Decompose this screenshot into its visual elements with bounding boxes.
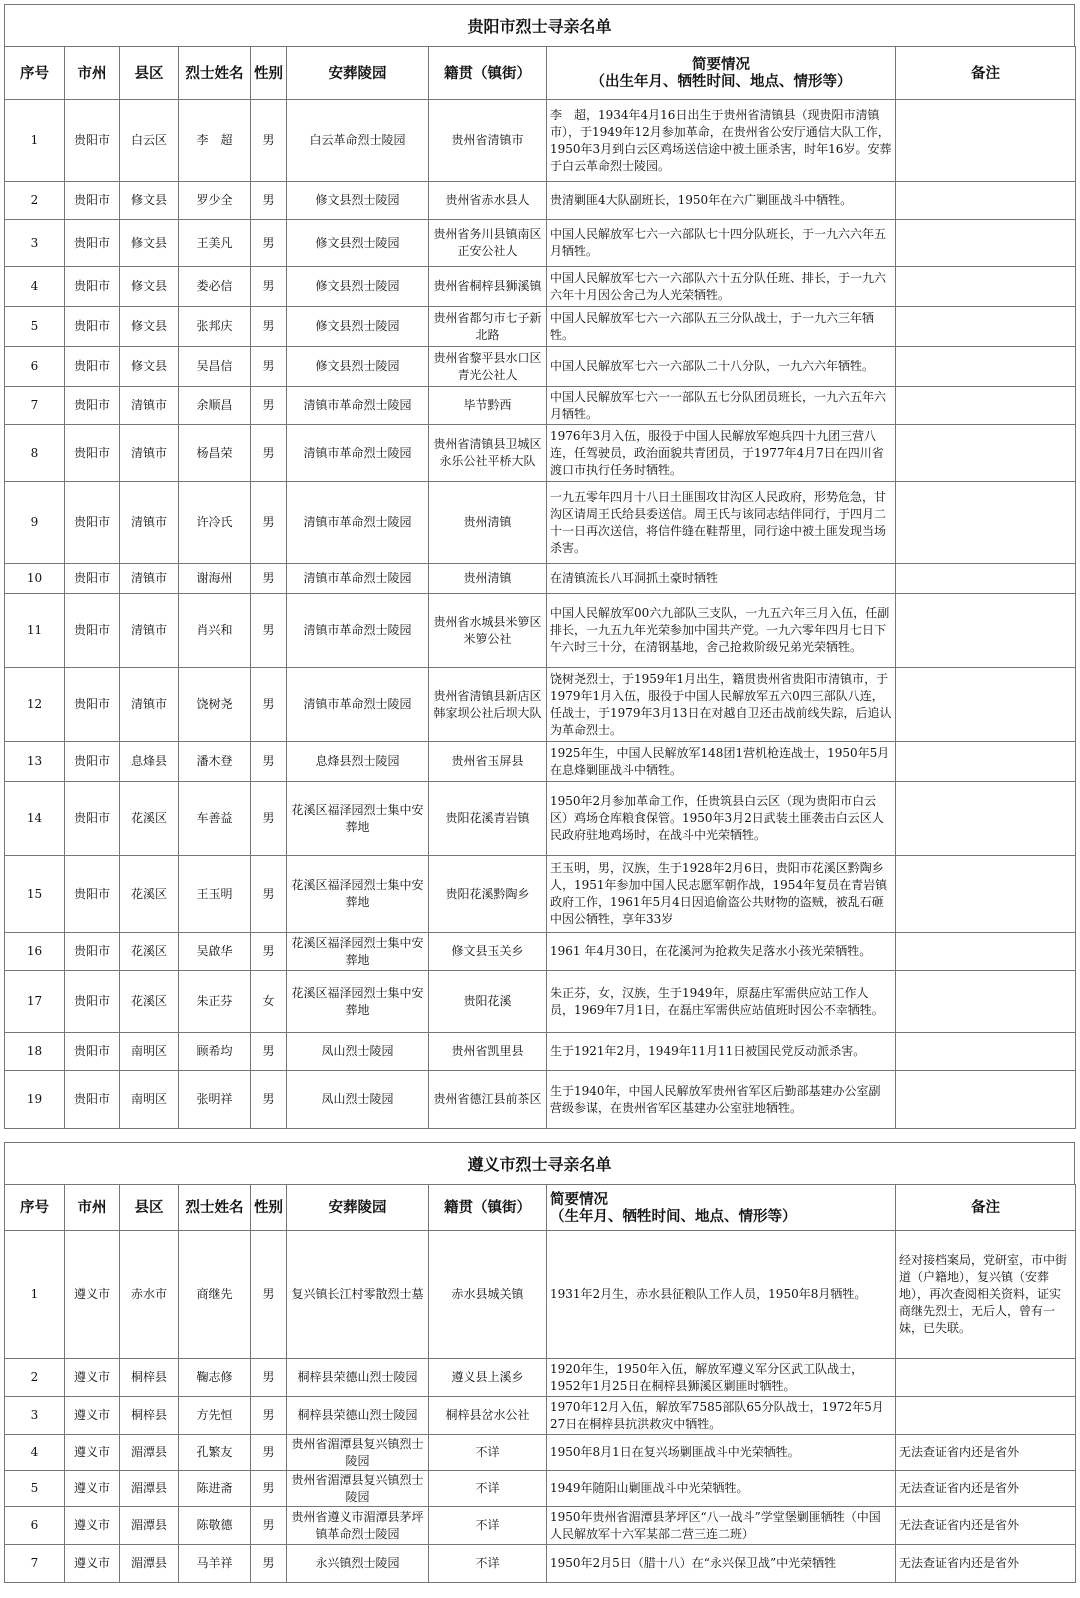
origin-cell: 贵州省清镇县新店区韩家坝公社后坝大队 — [429, 668, 547, 742]
name-cell: 许冷氏 — [179, 482, 251, 564]
county-cell: 修文县 — [120, 220, 179, 267]
origin-cell: 贵州省黎平县水口区青光公社人 — [429, 347, 547, 387]
cemetery-cell: 花溪区福泽园烈士集中安葬地 — [287, 933, 429, 971]
city-cell: 遵义市 — [65, 1471, 120, 1507]
city-cell: 贵阳市 — [65, 347, 120, 387]
cemetery-cell: 修文县烈士陵园 — [287, 347, 429, 387]
seq-cell: 3 — [5, 1397, 65, 1435]
remark-cell — [896, 182, 1076, 220]
county-cell: 清镇市 — [120, 482, 179, 564]
city-cell: 遵义市 — [65, 1435, 120, 1471]
gender-cell: 男 — [251, 782, 287, 856]
county-cell: 修文县 — [120, 347, 179, 387]
name-cell: 陈敬德 — [179, 1507, 251, 1545]
name-cell: 王美凡 — [179, 220, 251, 267]
table-row — [5, 1545, 1076, 1583]
remark-cell — [896, 1359, 1076, 1397]
county-cell: 修文县 — [120, 307, 179, 347]
city-cell: 贵阳市 — [65, 933, 120, 971]
county-cell: 息烽县 — [120, 742, 179, 782]
remark-cell — [896, 1071, 1076, 1129]
summary-cell: 中国人民解放军00六九部队三支队，一九五六年三月入伍，任副排长，一九五九年光荣参加中国共产党。一九六零年四月七日下午六时三十分，在清钢基地，舍己抢救阶级兄弟光荣牺牲。 — [547, 594, 896, 668]
origin-cell: 贵阳花溪青岩镇 — [429, 782, 547, 856]
table-row — [5, 1231, 1076, 1359]
table-row — [5, 564, 1076, 594]
table-row — [5, 307, 1076, 347]
summary-cell: 中国人民解放军七六一六部队六十五分队任班、排长，于一九六六年十月因公舍己为人光荣牺牲。 — [547, 267, 896, 307]
gender-cell: 男 — [251, 933, 287, 971]
cemetery-cell: 修文县烈士陵园 — [287, 267, 429, 307]
seq-cell: 5 — [5, 307, 65, 347]
zunyi-table — [4, 1184, 1076, 1583]
gender-cell: 男 — [251, 425, 287, 482]
cemetery-cell: 贵州省遵义市湄潭县茅坪镇革命烈士陵园 — [287, 1507, 429, 1545]
city-cell: 贵阳市 — [65, 220, 120, 267]
gender-cell: 男 — [251, 742, 287, 782]
column-header-cemetery: 安葬陵园 — [287, 47, 429, 100]
name-cell: 车善益 — [179, 782, 251, 856]
seq-cell: 3 — [5, 220, 65, 267]
county-cell: 湄潭县 — [120, 1545, 179, 1583]
seq-cell: 17 — [5, 971, 65, 1033]
column-header-cemetery: 安葬陵园 — [287, 1185, 429, 1231]
origin-cell: 贵阳花溪黔陶乡 — [429, 856, 547, 933]
gender-cell: 男 — [251, 1359, 287, 1397]
city-cell: 贵阳市 — [65, 971, 120, 1033]
table-row — [5, 347, 1076, 387]
column-header-gender: 性别 — [251, 47, 287, 100]
city-cell: 贵阳市 — [65, 425, 120, 482]
remark-cell — [896, 482, 1076, 564]
seq-cell: 19 — [5, 1071, 65, 1129]
header-row — [5, 1185, 1076, 1231]
origin-cell: 不详 — [429, 1545, 547, 1583]
summary-cell: 饶树尧烈士，于1959年1月出生，籍贯贵州省贵阳市清镇市，于1979年1月入伍，服役于中国人民解放军五六0四三部队八连，任战士，于1979年3月13日在对越自卫还击战前线失踪，后追认为革命烈士。 — [547, 668, 896, 742]
city-cell: 贵阳市 — [65, 182, 120, 220]
summary-cell: 1970年12月入伍，解放军7585部队65分队战士，1972年5月27日在桐梓县抗洪救灾中牺牲。 — [547, 1397, 896, 1435]
column-header-seq: 序号 — [5, 1185, 65, 1231]
table-row — [5, 1435, 1076, 1471]
gender-cell: 男 — [251, 347, 287, 387]
summary-cell: 贵清剿匪4大队副班长，1950年在六广剿匪战斗中牺牲。 — [547, 182, 896, 220]
cemetery-cell: 凤山烈士陵园 — [287, 1071, 429, 1129]
cemetery-cell: 清镇市革命烈士陵园 — [287, 425, 429, 482]
origin-cell: 贵州省桐梓县狮溪镇 — [429, 267, 547, 307]
origin-cell: 不详 — [429, 1471, 547, 1507]
seq-cell: 16 — [5, 933, 65, 971]
seq-cell: 7 — [5, 1545, 65, 1583]
zunyi-section — [4, 1142, 1075, 1583]
column-header-remark: 备注 — [896, 1185, 1076, 1231]
cemetery-cell: 修文县烈士陵园 — [287, 182, 429, 220]
cemetery-cell: 修文县烈士陵园 — [287, 220, 429, 267]
name-cell: 马羊祥 — [179, 1545, 251, 1583]
city-cell: 贵阳市 — [65, 387, 120, 425]
name-cell: 王玉明 — [179, 856, 251, 933]
cemetery-cell: 花溪区福泽园烈士集中安葬地 — [287, 856, 429, 933]
gender-cell: 男 — [251, 1545, 287, 1583]
remark-cell — [896, 856, 1076, 933]
table-row — [5, 1071, 1076, 1129]
seq-cell: 2 — [5, 182, 65, 220]
origin-cell: 贵州省水城县米箩区米箩公社 — [429, 594, 547, 668]
origin-cell: 贵州清镇 — [429, 564, 547, 594]
table-row — [5, 594, 1076, 668]
summary-cell: 1925年生，中国人民解放军148团1营机枪连战士，1950年5月在息烽剿匪战斗中牺牲。 — [547, 742, 896, 782]
cemetery-cell: 贵州省湄潭县复兴镇烈士陵园 — [287, 1435, 429, 1471]
summary-cell: 生于1921年2月，1949年11月11日被国民党反动派杀害。 — [547, 1033, 896, 1071]
county-cell: 花溪区 — [120, 782, 179, 856]
column-header-county: 县区 — [120, 47, 179, 100]
table-row — [5, 782, 1076, 856]
summary-header-line2: （生年月、牺牲时间、地点、情形等） — [550, 1207, 797, 1225]
name-cell: 顾希均 — [179, 1033, 251, 1071]
county-cell: 修文县 — [120, 182, 179, 220]
summary-cell: 中国人民解放军七六一六部队五三分队战士，于一九六三年牺牲。 — [547, 307, 896, 347]
name-cell: 杨昌荣 — [179, 425, 251, 482]
city-cell: 遵义市 — [65, 1397, 120, 1435]
table-row — [5, 425, 1076, 482]
summary-cell: 1950年2月参加革命工作，任贵筑县白云区（现为贵阳市白云区）鸡场仓库粮食保管。1950年3月2日武装土匪袭击白云区人民政府驻地鸡场时，在战斗中光荣牺牲。 — [547, 782, 896, 856]
county-cell: 桐梓县 — [120, 1359, 179, 1397]
summary-header-line1: 简要情况 — [692, 56, 750, 73]
seq-cell: 14 — [5, 782, 65, 856]
table-title: 遵义市烈士寻亲名单 — [4, 1142, 1075, 1184]
city-cell: 贵阳市 — [65, 1071, 120, 1129]
table-row — [5, 1033, 1076, 1071]
county-cell: 南明区 — [120, 1033, 179, 1071]
county-cell: 赤水市 — [120, 1231, 179, 1359]
column-header-name: 烈士姓名 — [179, 47, 251, 100]
county-cell: 清镇市 — [120, 387, 179, 425]
gender-cell: 男 — [251, 100, 287, 182]
gender-cell: 男 — [251, 307, 287, 347]
name-cell: 张邦庆 — [179, 307, 251, 347]
column-header-county: 县区 — [120, 1185, 179, 1231]
remark-cell — [896, 933, 1076, 971]
county-cell: 南明区 — [120, 1071, 179, 1129]
origin-cell: 贵州省德江县前茶区 — [429, 1071, 547, 1129]
summary-cell: 朱正芬，女，汉族，生于1949年，原磊庄军需供应站工作人员，1969年7月1日，在磊庄军需供应站值班时因公不幸牺牲。 — [547, 971, 896, 1033]
seq-cell: 10 — [5, 564, 65, 594]
table-row — [5, 100, 1076, 182]
seq-cell: 13 — [5, 742, 65, 782]
gender-cell: 男 — [251, 594, 287, 668]
remark-cell: 无法查证省内还是省外 — [896, 1507, 1076, 1545]
gender-cell: 男 — [251, 1033, 287, 1071]
seq-cell: 6 — [5, 347, 65, 387]
remark-cell — [896, 100, 1076, 182]
column-header-city: 市州 — [65, 47, 120, 100]
city-cell: 贵阳市 — [65, 1033, 120, 1071]
column-header-city: 市州 — [65, 1185, 120, 1231]
origin-cell: 贵州省玉屏县 — [429, 742, 547, 782]
origin-cell: 贵州清镇 — [429, 482, 547, 564]
summary-cell: 李 超，1934年4月16日出生于贵州省清镇县（现贵阳市清镇市），于1949年12月参加革命，在贵州省公安厅通信大队工作，1950年3月到白云区鸡场送信途中被土匪杀害，时年16岁。安葬于白云革命烈士陵园。 — [547, 100, 896, 182]
summary-cell: 1950年贵州省湄潭县茅坪区“八一战斗”学堂堡剿匪牺牲（中国人民解放军十六军某部二营三连二班） — [547, 1507, 896, 1545]
gender-cell: 男 — [251, 482, 287, 564]
name-cell: 鞠志修 — [179, 1359, 251, 1397]
remark-cell — [896, 425, 1076, 482]
origin-cell: 贵州省赤水县人 — [429, 182, 547, 220]
table-row — [5, 668, 1076, 742]
gender-cell: 女 — [251, 971, 287, 1033]
seq-cell: 12 — [5, 668, 65, 742]
gender-cell: 男 — [251, 267, 287, 307]
city-cell: 贵阳市 — [65, 782, 120, 856]
table-row — [5, 933, 1076, 971]
summary-cell: 中国人民解放军七六一一部队五七分队团员班长，一九六五年六月牺牲。 — [547, 387, 896, 425]
city-cell: 贵阳市 — [65, 564, 120, 594]
guiyang-section — [4, 4, 1075, 1129]
name-cell: 吴昌信 — [179, 347, 251, 387]
column-header-name: 烈士姓名 — [179, 1185, 251, 1231]
gender-cell: 男 — [251, 856, 287, 933]
remark-cell — [896, 782, 1076, 856]
city-cell: 贵阳市 — [65, 267, 120, 307]
name-cell: 吴啟华 — [179, 933, 251, 971]
summary-cell: 1950年2月5日（腊十八）在“永兴保卫战”中光荣牺牲 — [547, 1545, 896, 1583]
table-row — [5, 856, 1076, 933]
seq-cell: 8 — [5, 425, 65, 482]
table-row — [5, 971, 1076, 1033]
name-cell: 娄必信 — [179, 267, 251, 307]
cemetery-cell: 花溪区福泽园烈士集中安葬地 — [287, 782, 429, 856]
origin-cell: 贵州省凯里县 — [429, 1033, 547, 1071]
city-cell: 遵义市 — [65, 1231, 120, 1359]
county-cell: 花溪区 — [120, 933, 179, 971]
remark-cell — [896, 1033, 1076, 1071]
origin-cell: 赤水县城关镇 — [429, 1231, 547, 1359]
gender-cell: 男 — [251, 1397, 287, 1435]
summary-cell: 生于1940年，中国人民解放军贵州省军区后勤部基建办公室副营级参谋，在贵州省军区基建办公室驻地牺牲。 — [547, 1071, 896, 1129]
county-cell: 清镇市 — [120, 564, 179, 594]
cemetery-cell: 复兴镇长江村零散烈士墓 — [287, 1231, 429, 1359]
name-cell: 朱正芬 — [179, 971, 251, 1033]
seq-cell: 15 — [5, 856, 65, 933]
county-cell: 花溪区 — [120, 971, 179, 1033]
column-header-gender: 性别 — [251, 1185, 287, 1231]
city-cell: 贵阳市 — [65, 856, 120, 933]
city-cell: 遵义市 — [65, 1507, 120, 1545]
county-cell: 清镇市 — [120, 425, 179, 482]
remark-cell: 无法查证省内还是省外 — [896, 1471, 1076, 1507]
origin-cell: 贵州省务川县镇南区正安公社人 — [429, 220, 547, 267]
seq-cell: 4 — [5, 1435, 65, 1471]
cemetery-cell: 清镇市革命烈士陵园 — [287, 482, 429, 564]
origin-cell: 修文县玉关乡 — [429, 933, 547, 971]
remark-cell — [896, 387, 1076, 425]
county-cell: 白云区 — [120, 100, 179, 182]
cemetery-cell: 永兴镇烈士陵园 — [287, 1545, 429, 1583]
name-cell: 方先恒 — [179, 1397, 251, 1435]
summary-cell: 1950年8月1日在复兴场剿匪战斗中光荣牺牲。 — [547, 1435, 896, 1471]
summary-cell: 1920年生，1950年入伍，解放军遵义军分区武工队战士，1952年1月25日在桐梓县狮溪区剿匪时牺牲。 — [547, 1359, 896, 1397]
table-row — [5, 1359, 1076, 1397]
seq-cell: 1 — [5, 1231, 65, 1359]
name-cell: 饶树尧 — [179, 668, 251, 742]
remark-cell — [896, 971, 1076, 1033]
origin-cell: 毕节黔西 — [429, 387, 547, 425]
summary-cell: 1949年随阳山剿匪战斗中光荣牺牲。 — [547, 1471, 896, 1507]
summary-header-line1: 简要情况 — [550, 1190, 608, 1208]
origin-cell: 贵州省都匀市七子新北路 — [429, 307, 547, 347]
seq-cell: 18 — [5, 1033, 65, 1071]
county-cell: 湄潭县 — [120, 1471, 179, 1507]
summary-cell: 在清镇流长八耳洞抓土豪时牺牲 — [547, 564, 896, 594]
gender-cell: 男 — [251, 387, 287, 425]
summary-cell: 1931年2月生，赤水县征粮队工作人员，1950年8月牺牲。 — [547, 1231, 896, 1359]
column-header-origin: 籍贯（镇街） — [429, 47, 547, 100]
remark-cell — [896, 347, 1076, 387]
table-title: 贵阳市烈士寻亲名单 — [4, 4, 1075, 46]
table-row — [5, 1397, 1076, 1435]
name-cell: 罗少全 — [179, 182, 251, 220]
table-row — [5, 1471, 1076, 1507]
seq-cell: 9 — [5, 482, 65, 564]
seq-cell: 2 — [5, 1359, 65, 1397]
table-row — [5, 742, 1076, 782]
summary-cell: 王玉明，男，汉族，生于1928年2月6日，贵阳市花溪区黔陶乡人，1951年参加中国人民志愿军朝作战，1954年复员在青岩镇政府工作，1961年5月4日因追偷盗公共财物的盗贼，被乱石砸中因公牺牲，享年33岁 — [547, 856, 896, 933]
origin-cell: 贵阳花溪 — [429, 971, 547, 1033]
origin-cell: 贵州省清镇县卫城区永乐公社平桥大队 — [429, 425, 547, 482]
cemetery-cell: 修文县烈士陵园 — [287, 307, 429, 347]
guiyang-table — [4, 46, 1076, 1129]
county-cell: 湄潭县 — [120, 1435, 179, 1471]
gender-cell: 男 — [251, 668, 287, 742]
summary-cell: 中国人民解放军七六一六部队七十四分队班长，于一九六六年五月牺牲。 — [547, 220, 896, 267]
city-cell: 贵阳市 — [65, 307, 120, 347]
origin-cell: 桐梓县岔水公社 — [429, 1397, 547, 1435]
origin-cell: 不详 — [429, 1507, 547, 1545]
origin-cell: 遵义县上溪乡 — [429, 1359, 547, 1397]
gender-cell: 男 — [251, 1231, 287, 1359]
remark-cell — [896, 742, 1076, 782]
column-header-seq: 序号 — [5, 47, 65, 100]
remark-cell — [896, 564, 1076, 594]
summary-cell: 1961 年4月30日，在花溪河为抢救失足落水小孩光荣牺牲。 — [547, 933, 896, 971]
remark-cell — [896, 668, 1076, 742]
column-header-summary — [547, 47, 896, 100]
name-cell: 李 超 — [179, 100, 251, 182]
gender-cell: 男 — [251, 1435, 287, 1471]
county-cell: 清镇市 — [120, 668, 179, 742]
remark-cell: 无法查证省内还是省外 — [896, 1435, 1076, 1471]
city-cell: 贵阳市 — [65, 100, 120, 182]
cemetery-cell: 花溪区福泽园烈士集中安葬地 — [287, 971, 429, 1033]
cemetery-cell: 桐梓县荣德山烈士陵园 — [287, 1359, 429, 1397]
table-row — [5, 182, 1076, 220]
name-cell: 张明祥 — [179, 1071, 251, 1129]
name-cell: 潘木登 — [179, 742, 251, 782]
name-cell: 陈进斋 — [179, 1471, 251, 1507]
seq-cell: 6 — [5, 1507, 65, 1545]
cemetery-cell: 白云革命烈士陵园 — [287, 100, 429, 182]
summary-cell: 1976年3月入伍，服役于中国人民解放军炮兵四十九团三营八连，任驾驶员，政治面貌共青团员，于1977年4月7日在四川省渡口市执行任务时牺牲。 — [547, 425, 896, 482]
city-cell: 贵阳市 — [65, 668, 120, 742]
county-cell: 湄潭县 — [120, 1507, 179, 1545]
remark-cell — [896, 1397, 1076, 1435]
cemetery-cell: 清镇市革命烈士陵园 — [287, 564, 429, 594]
city-cell: 遵义市 — [65, 1359, 120, 1397]
cemetery-cell: 清镇市革命烈士陵园 — [287, 387, 429, 425]
seq-cell: 1 — [5, 100, 65, 182]
remark-cell — [896, 220, 1076, 267]
column-header-remark: 备注 — [896, 47, 1076, 100]
cemetery-cell: 清镇市革命烈士陵园 — [287, 594, 429, 668]
name-cell: 肖兴和 — [179, 594, 251, 668]
column-header-summary — [547, 1185, 896, 1231]
summary-cell: 一九五零年四月十八日土匪围攻甘沟区人民政府，形势危急，甘沟区请周王氏给县委送信。周王氏与该同志结伴同行，于四月二十一日再次送信，将信件缝在鞋帮里，同行途中被土匪发现当场杀害。 — [547, 482, 896, 564]
table-row — [5, 1507, 1076, 1545]
county-cell: 桐梓县 — [120, 1397, 179, 1435]
remark-cell — [896, 307, 1076, 347]
gender-cell: 男 — [251, 220, 287, 267]
summary-cell: 中国人民解放军七六一六部队二十八分队，一九六六年牺牲。 — [547, 347, 896, 387]
gender-cell: 男 — [251, 182, 287, 220]
remark-cell: 无法查证省内还是省外 — [896, 1545, 1076, 1583]
seq-cell: 7 — [5, 387, 65, 425]
header-row — [5, 47, 1076, 100]
name-cell: 余顺昌 — [179, 387, 251, 425]
gender-cell: 男 — [251, 1471, 287, 1507]
county-cell: 修文县 — [120, 267, 179, 307]
name-cell: 谢海州 — [179, 564, 251, 594]
origin-cell: 贵州省清镇市 — [429, 100, 547, 182]
cemetery-cell: 凤山烈士陵园 — [287, 1033, 429, 1071]
gender-cell: 男 — [251, 1071, 287, 1129]
name-cell: 孔繁友 — [179, 1435, 251, 1471]
county-cell: 花溪区 — [120, 856, 179, 933]
remark-cell: 经对接档案局，党研室，市中街道（户籍地），复兴镇（安葬地），再次查阅相关资料，证实商继先烈士，无后人，曾有一妹，已失联。 — [896, 1231, 1076, 1359]
origin-cell: 不详 — [429, 1435, 547, 1471]
name-cell: 商继先 — [179, 1231, 251, 1359]
table-row — [5, 220, 1076, 267]
seq-cell: 11 — [5, 594, 65, 668]
city-cell: 贵阳市 — [65, 594, 120, 668]
remark-cell — [896, 594, 1076, 668]
table-row — [5, 482, 1076, 564]
cemetery-cell: 贵州省湄潭县复兴镇烈士陵园 — [287, 1471, 429, 1507]
table-row — [5, 267, 1076, 307]
cemetery-cell: 息烽县烈士陵园 — [287, 742, 429, 782]
city-cell: 贵阳市 — [65, 482, 120, 564]
remark-cell — [896, 267, 1076, 307]
column-header-origin: 籍贯（镇街） — [429, 1185, 547, 1231]
summary-header-line2: （出生年月、牺牲时间、地点、情形等） — [590, 73, 852, 90]
cemetery-cell: 清镇市革命烈士陵园 — [287, 668, 429, 742]
city-cell: 遵义市 — [65, 1545, 120, 1583]
city-cell: 贵阳市 — [65, 742, 120, 782]
gender-cell: 男 — [251, 564, 287, 594]
table-row — [5, 387, 1076, 425]
county-cell: 清镇市 — [120, 594, 179, 668]
gender-cell: 男 — [251, 1507, 287, 1545]
seq-cell: 5 — [5, 1471, 65, 1507]
seq-cell: 4 — [5, 267, 65, 307]
cemetery-cell: 桐梓县荣德山烈士陵园 — [287, 1397, 429, 1435]
